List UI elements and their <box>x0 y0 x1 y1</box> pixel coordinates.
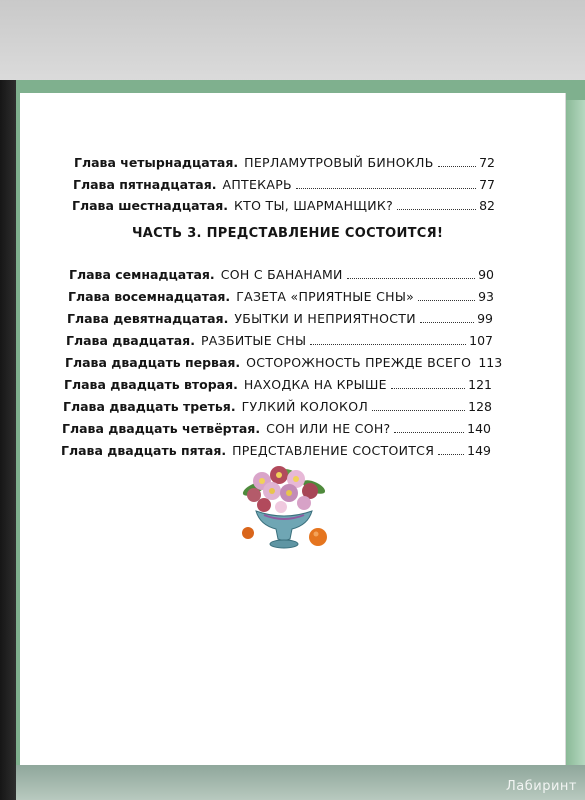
toc-entry <box>63 399 492 419</box>
page-number: 90 <box>478 267 494 282</box>
chapter-title: ПЕРЛАМУТРОВЫЙ БИНОКЛЬ <box>244 155 434 170</box>
toc-entry <box>64 377 492 397</box>
chapter-title: ГУЛКИЙ КОЛОКОЛ <box>241 399 369 414</box>
dot-leader <box>347 277 475 279</box>
cover-edge <box>565 100 585 800</box>
chapter-label: Глава двадцать третья. <box>63 399 236 414</box>
dot-leader <box>397 208 476 210</box>
toc-entry <box>62 421 491 441</box>
flower-vase-illustration <box>234 459 334 557</box>
toc-entry <box>65 355 503 375</box>
chapter-label: Глава двадцать пятая. <box>61 443 227 458</box>
chapter-label: Глава двадцать первая. <box>65 355 241 370</box>
page-number: 99 <box>477 311 493 326</box>
dot-leader <box>420 321 474 323</box>
chapter-label: Глава двадцать четвёртая. <box>62 421 261 436</box>
chapter-title: КТО ТЫ, ШАРМАНЩИК? <box>233 198 394 213</box>
page-number: 121 <box>468 377 492 392</box>
chapter-label: Глава восемнадцатая. <box>68 289 231 304</box>
cover-bottom <box>16 765 585 800</box>
page-number: 149 <box>467 443 491 458</box>
page-number: 128 <box>468 399 492 414</box>
toc-entry <box>66 333 493 353</box>
page-number: 72 <box>479 155 495 170</box>
chapter-label: Глава пятнадцатая. <box>73 177 217 192</box>
chapter-title: СОН С БАНАНАМИ <box>220 267 343 282</box>
labirint-watermark: Лабиринт <box>506 779 577 794</box>
toc-entry <box>67 311 493 331</box>
page-number: 77 <box>479 177 495 192</box>
chapter-label: Глава девятнадцатая. <box>67 311 229 326</box>
table-of-contents <box>20 93 565 765</box>
page-number: 107 <box>469 333 493 348</box>
chapter-title: ОСТОРОЖНОСТЬ ПРЕЖДЕ ВСЕГО <box>246 355 472 370</box>
chapter-label: Глава четырнадцатая. <box>74 155 239 170</box>
chapter-title: ГАЗЕТА «ПРИЯТНЫЕ СНЫ» <box>236 289 415 304</box>
chapter-title: ПРЕДСТАВЛЕНИЕ СОСТОИТСЯ <box>232 443 435 458</box>
dot-leader <box>438 165 477 167</box>
dot-leader <box>438 453 464 455</box>
toc-entry <box>74 155 495 175</box>
chapter-title: СОН ИЛИ НЕ СОН? <box>266 421 391 436</box>
chapter-label: Глава двадцать вторая. <box>64 377 238 392</box>
chapter-label: Глава семнадцатая. <box>69 267 215 282</box>
page-number: 93 <box>478 289 494 304</box>
chapter-title: УБЫТКИ И НЕПРИЯТНОСТИ <box>234 311 416 326</box>
dot-leader <box>394 431 464 433</box>
chapter-label: Глава шестнадцатая. <box>72 198 228 213</box>
toc-entry <box>68 289 494 309</box>
scan-dark-edge <box>0 80 16 800</box>
dot-leader <box>391 387 465 389</box>
chapter-title: АПТЕКАРЬ <box>222 177 292 192</box>
dot-leader <box>310 343 466 345</box>
page-number: 113 <box>478 355 503 370</box>
section-heading: ЧАСТЬ 3. ПРЕДСТАВЛЕНИЕ СОСТОИТСЯ! <box>132 226 444 241</box>
chapter-label: Глава двадцатая. <box>66 333 195 348</box>
toc-entry <box>73 177 495 197</box>
dot-leader <box>418 299 475 301</box>
page-number: 82 <box>479 198 495 213</box>
chapter-title: РАЗБИТЫЕ СНЫ <box>200 333 307 348</box>
toc-entry <box>72 198 495 218</box>
dot-leader <box>372 409 465 411</box>
book-page <box>20 93 565 765</box>
chapter-title: НАХОДКА НА КРЫШЕ <box>243 377 387 392</box>
page-number: 140 <box>467 421 491 436</box>
dot-leader <box>296 187 476 189</box>
toc-entry <box>69 267 494 287</box>
